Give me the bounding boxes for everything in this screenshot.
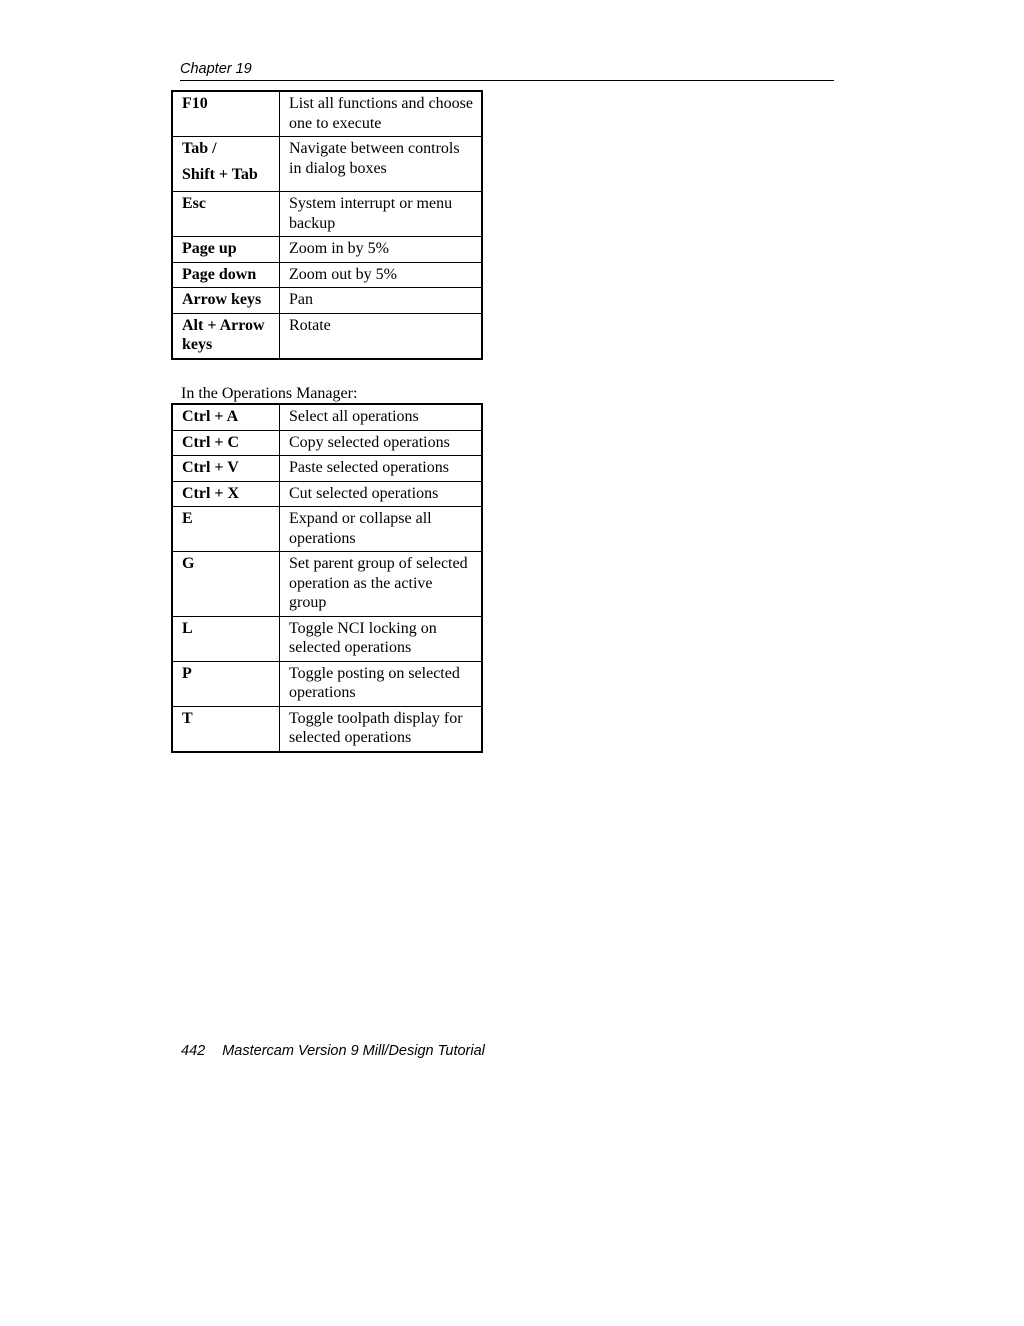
shortcut-description: Cut selected operations (280, 481, 483, 507)
table-row (172, 706, 482, 752)
shortcut-description: Toggle posting on selected operations (280, 661, 483, 706)
chapter-label: Chapter 19 (180, 61, 252, 77)
shortcut-description: Navigate between controls in dialog boxes (280, 137, 483, 192)
shortcut-description: Zoom in by 5% (280, 237, 483, 263)
shortcut-key: Page down (172, 262, 280, 288)
shortcut-description: System interrupt or menu backup (280, 192, 483, 237)
table-row (172, 262, 482, 288)
book-title: Mastercam Version 9 Mill/Design Tutorial (222, 1043, 485, 1059)
shortcut-key: G (172, 552, 280, 617)
shortcut-description: Paste selected operations (280, 456, 483, 482)
shortcut-description: List all functions and choose one to execute (280, 91, 483, 137)
shortcut-key: P (172, 661, 280, 706)
table-row (172, 481, 482, 507)
shortcut-description: Pan (280, 288, 483, 314)
shortcut-description: Rotate (280, 313, 483, 359)
shortcut-description: Set parent group of selected operation as the active group (280, 552, 483, 617)
shortcut-description: Expand or collapse all operations (280, 507, 483, 552)
shortcut-description: Select all operations (280, 404, 483, 430)
page-number: 442 (181, 1043, 206, 1059)
shortcut-description: Toggle toolpath display for selected operations (280, 706, 483, 752)
table-row (172, 430, 482, 456)
page-header (180, 60, 834, 81)
table-row (172, 137, 482, 192)
shortcut-description: Copy selected operations (280, 430, 483, 456)
table-row (172, 237, 482, 263)
shortcut-description: Toggle NCI locking on selected operations (280, 616, 483, 661)
shortcut-key-line: Tab / (182, 140, 217, 157)
table-row (172, 313, 482, 359)
shortcut-key: F10 (172, 91, 280, 137)
shortcut-key: L (172, 616, 280, 661)
shortcut-key: Ctrl + C (172, 430, 280, 456)
shortcut-key: Ctrl + X (172, 481, 280, 507)
shortcut-key: E (172, 507, 280, 552)
table-row (172, 192, 482, 237)
table-row (172, 288, 482, 314)
table-row (172, 507, 482, 552)
shortcut-key: Arrow keys (172, 288, 280, 314)
shortcut-key-line: Shift + Tab (182, 166, 258, 183)
operations-shortcuts-table (171, 403, 483, 753)
page-footer (181, 1042, 485, 1060)
shortcut-key: Ctrl + A (172, 404, 280, 430)
shortcut-key (172, 137, 280, 192)
shortcut-key: Page up (172, 237, 280, 263)
table-row (172, 91, 482, 137)
shortcut-key: Alt + Arrow keys (172, 313, 280, 359)
table-row (172, 456, 482, 482)
table-row (172, 661, 482, 706)
table-row (172, 404, 482, 430)
table-row (172, 552, 482, 617)
operations-manager-intro: In the Operations Manager: (181, 385, 358, 402)
table-row (172, 616, 482, 661)
shortcut-key: T (172, 706, 280, 752)
shortcut-description: Zoom out by 5% (280, 262, 483, 288)
shortcut-key: Esc (172, 192, 280, 237)
shortcut-key: Ctrl + V (172, 456, 280, 482)
general-shortcuts-table (171, 90, 483, 360)
